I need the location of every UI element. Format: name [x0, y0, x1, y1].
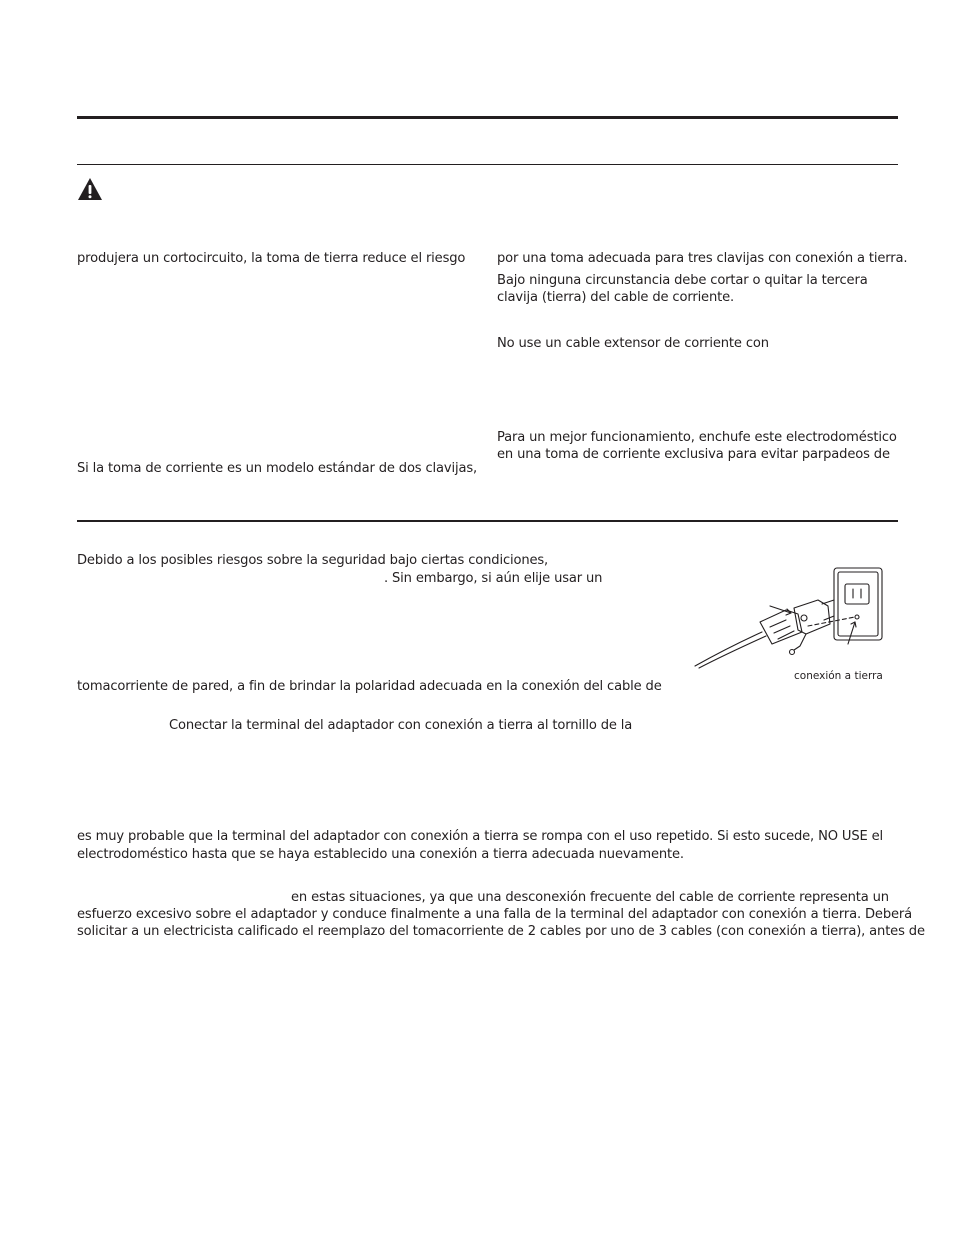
s1-right-line-6: en una toma de corriente exclusiva para evitar parpadeos de — [497, 447, 890, 462]
s2-line-9: solicitar a un electricista calificado el reemplazo del tomacorriente de 2 cables por uno de 3 cables (con conexión a tierra), antes de — [77, 924, 925, 939]
s1-right-line-4: No use un cable extensor de corriente con — [497, 336, 769, 351]
s2-line-1: Debido a los posibles riesgos sobre la seguridad bajo ciertas condiciones, — [77, 553, 549, 568]
s2-line-6: electrodoméstico hasta que se haya establecido una conexión a tierra adecuada nuevamente. — [77, 847, 684, 862]
s2-line-3: tomacorriente de pared, a fin de brindar la polaridad adecuada en la conexión del cable de — [77, 679, 662, 694]
s1-left-line-2: Si la toma de corriente es un modelo estándar de dos clavijas, — [77, 461, 478, 476]
top-rule — [77, 116, 898, 119]
s2-line-7: en estas situaciones, ya que una desconexión frecuente del cable de corriente representa un — [291, 890, 889, 905]
s1-right-line-2: Bajo ninguna circunstancia debe cortar o quitar la tercera — [497, 273, 868, 288]
s1-right-line-1: por una toma adecuada para tres clavijas con conexión a tierra. — [497, 251, 908, 266]
plug-adapter-outlet-illustration — [690, 560, 890, 670]
figure-caption: conexión a tierra — [794, 670, 883, 682]
warning-triangle-icon — [77, 177, 103, 201]
s1-left-line-1: produjera un cortocircuito, la toma de tierra reduce el riesgo — [77, 251, 466, 266]
s2-line-5: es muy probable que la terminal del adaptador con conexión a tierra se rompa con el uso repetido. Si esto sucede, NO USE el — [77, 829, 884, 844]
s1-right-line-5: Para un mejor funcionamiento, enchufe este electrodoméstico — [497, 430, 897, 445]
s2-line-2: . Sin embargo, si aún elije usar un — [384, 571, 603, 586]
s2-line-4: Conectar la terminal del adaptador con conexión a tierra al tornillo de la — [169, 718, 633, 733]
s1-right-line-3: clavija (tierra) del cable de corriente. — [497, 290, 735, 305]
warning-header-rule — [77, 164, 898, 165]
section-divider-rule — [77, 520, 898, 522]
s2-line-8: esfuerzo excesivo sobre el adaptador y conduce finalmente a una falla de la terminal del adaptador con conexión a tierra. Deberá — [77, 907, 912, 922]
